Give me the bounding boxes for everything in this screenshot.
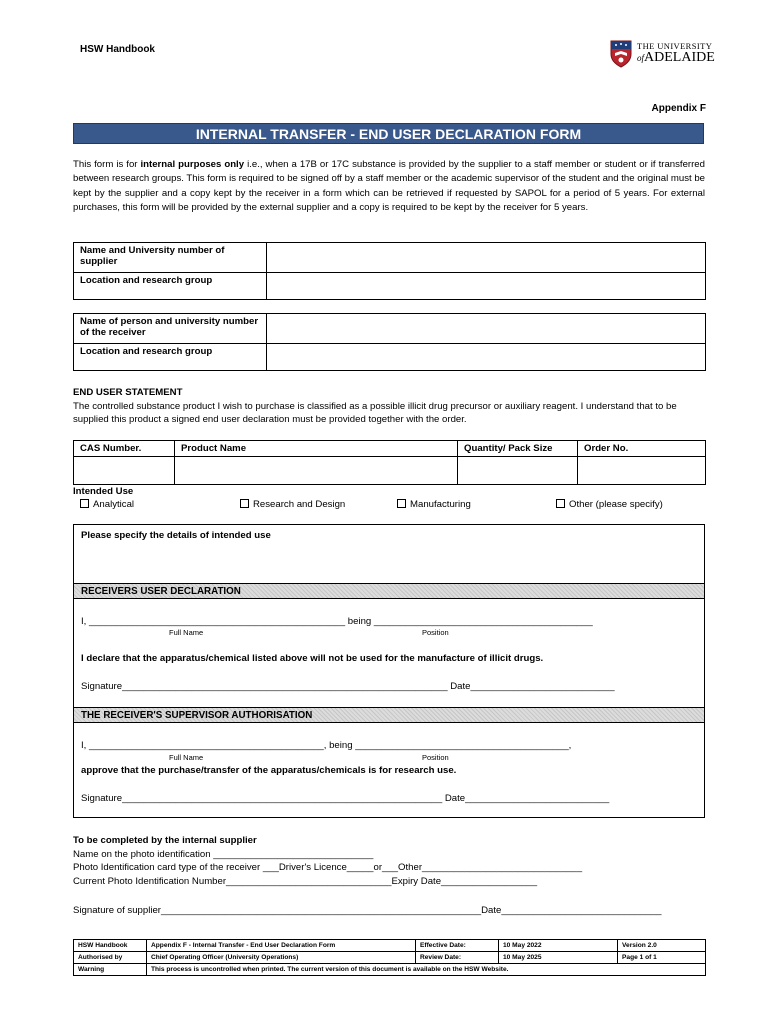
header-product-name: Product Name	[175, 441, 458, 457]
checkbox-icon[interactable]	[556, 499, 565, 508]
receiver-name-label: Name of person and university number of the receiver	[74, 314, 267, 344]
receiver-name-field[interactable]	[267, 314, 706, 344]
header-cas-number: CAS Number.	[74, 441, 175, 457]
intro-bold: internal purposes only	[140, 159, 245, 170]
option-other[interactable]	[556, 499, 663, 510]
supervisor-name-line[interactable]: I, ____________________________________________, being ________________________________________,	[81, 740, 572, 751]
full-name-caption: Full Name	[169, 628, 204, 637]
quantity-field[interactable]	[458, 457, 578, 485]
declaration-box	[73, 524, 705, 818]
option-label: Other (please specify)	[569, 499, 663, 510]
supplier-signature-line[interactable]: Signature of supplier____________________________________________________________Date______________________________	[73, 905, 662, 916]
supplier-location-label: Location and research group	[74, 273, 267, 300]
option-manufacturing[interactable]	[397, 499, 471, 510]
photo-id-number-line[interactable]: Current Photo Identification Number_______________________________Expiry Date__________________	[73, 875, 538, 887]
receiver-location-field[interactable]	[267, 344, 706, 371]
photo-id-type-line[interactable]: Photo Identification card type of the receiver ___Driver's Licence_____or___Other______________________________	[73, 862, 583, 874]
position-caption: Position	[422, 753, 449, 762]
footer-cell: Effective Date:	[416, 940, 499, 952]
checkbox-icon[interactable]	[397, 499, 406, 508]
option-label: Research and Design	[253, 499, 346, 510]
document-footer	[73, 939, 706, 976]
statement-text: The controlled substance product I wish to purchase is classified as a possible illicit drug precursor or auxiliary reagent. I understand that to be supplied this product a signed end user declaration must be provided together with the order.	[73, 400, 677, 425]
logo-text-main	[637, 50, 715, 66]
footer-cell: Appendix F - Internal Transfer - End User Declaration Form	[147, 940, 416, 952]
footer-cell: 10 May 2025	[499, 952, 618, 964]
footer-cell: HSW Handbook	[74, 940, 147, 952]
receiver-signature-line[interactable]: Signature_____________________________________________________________ Date___________________________	[81, 681, 615, 692]
logo-text-of: of	[637, 53, 645, 63]
end-user-statement	[73, 386, 705, 427]
form-title: INTERNAL TRANSFER - END USER DECLARATION FORM	[73, 123, 704, 144]
supervisor-approve-text: approve that the purchase/transfer of the apparatus/chemicals is for research use.	[81, 765, 457, 776]
receiver-declare-text: I declare that the apparatus/chemical listed above will not be used for the manufacture of illicit drugs.	[81, 653, 544, 664]
logo-text-adelaide: ADELAIDE	[644, 50, 715, 65]
footer-cell: Version 2.0	[618, 940, 706, 952]
supplier-name-field[interactable]	[267, 243, 706, 273]
supplier-location-field[interactable]	[267, 273, 706, 300]
footer-cell: Warning	[74, 964, 147, 976]
footer-cell: Page 1 of 1	[618, 952, 706, 964]
intended-use-title: Intended Use	[73, 486, 134, 497]
internal-supplier-heading: To be completed by the internal supplier	[73, 835, 257, 846]
intro-paragraph	[73, 158, 705, 215]
header-order-no: Order No.	[578, 441, 706, 457]
option-research-design[interactable]	[240, 499, 345, 510]
university-logo	[610, 40, 715, 70]
position-caption: Position	[422, 628, 449, 637]
footer-warning: This process is uncontrolled when printed. The current version of this document is available on the HSW Website.	[147, 964, 706, 976]
option-label: Analytical	[93, 499, 135, 510]
product-table	[73, 440, 706, 485]
intro-text-1: This form is for	[73, 159, 141, 170]
receiver-name-line[interactable]: I, ________________________________________________ being _________________________________________	[81, 616, 593, 627]
footer-cell: Authorised by	[74, 952, 147, 964]
receivers-declaration-heading: RECEIVERS USER DECLARATION	[74, 583, 704, 599]
footer-cell: Chief Operating Officer (University Operations)	[147, 952, 416, 964]
header-quantity: Quantity/ Pack Size	[458, 441, 578, 457]
receiver-table	[73, 313, 706, 371]
option-label: Manufacturing	[410, 499, 471, 510]
supervisor-signature-line[interactable]: Signature____________________________________________________________ Date___________________________	[81, 793, 610, 804]
checkbox-icon[interactable]	[240, 499, 249, 508]
supervisor-heading: THE RECEIVER'S SUPERVISOR AUTHORISATION	[74, 707, 704, 723]
handbook-label: HSW Handbook	[80, 44, 155, 55]
appendix-label: Appendix F	[651, 103, 706, 114]
receiver-location-label: Location and research group	[74, 344, 267, 371]
checkbox-icon[interactable]	[80, 499, 89, 508]
option-analytical[interactable]	[80, 499, 134, 510]
footer-cell: Review Date:	[416, 952, 499, 964]
logo-text-top: THE UNIVERSITY	[637, 41, 713, 51]
full-name-caption: Full Name	[169, 753, 204, 762]
product-name-field[interactable]	[175, 457, 458, 485]
internal-supplier-section	[73, 834, 713, 888]
intro-text-2: i.e., when a 17B or 17C substance is provided by the supplier to a staff member or student or if transferred between research groups. This form is required to be signed off by a staff member or the academic supervisor of the student and the original must be kept by the supplier and a copy kept by the receiver in a form which can be retrieved if requested by SAPOL for a period of 5 years. For external purchases, this form will be provided by the external supplier and a copy is required to be kept by the receiver for 5 years.	[73, 159, 705, 213]
supplier-name-label: Name and University number of supplier	[74, 243, 267, 273]
details-field[interactable]	[74, 545, 704, 583]
cas-number-field[interactable]	[74, 457, 175, 485]
order-no-field[interactable]	[578, 457, 706, 485]
details-label: Please specify the details of intended use	[81, 530, 271, 541]
crest-icon	[610, 40, 632, 68]
supplier-table	[73, 242, 706, 300]
statement-heading: END USER STATEMENT	[73, 387, 183, 398]
photo-id-name-line[interactable]: Name on the photo identification ______________________________	[73, 848, 374, 860]
footer-cell: 10 May 2022	[499, 940, 618, 952]
